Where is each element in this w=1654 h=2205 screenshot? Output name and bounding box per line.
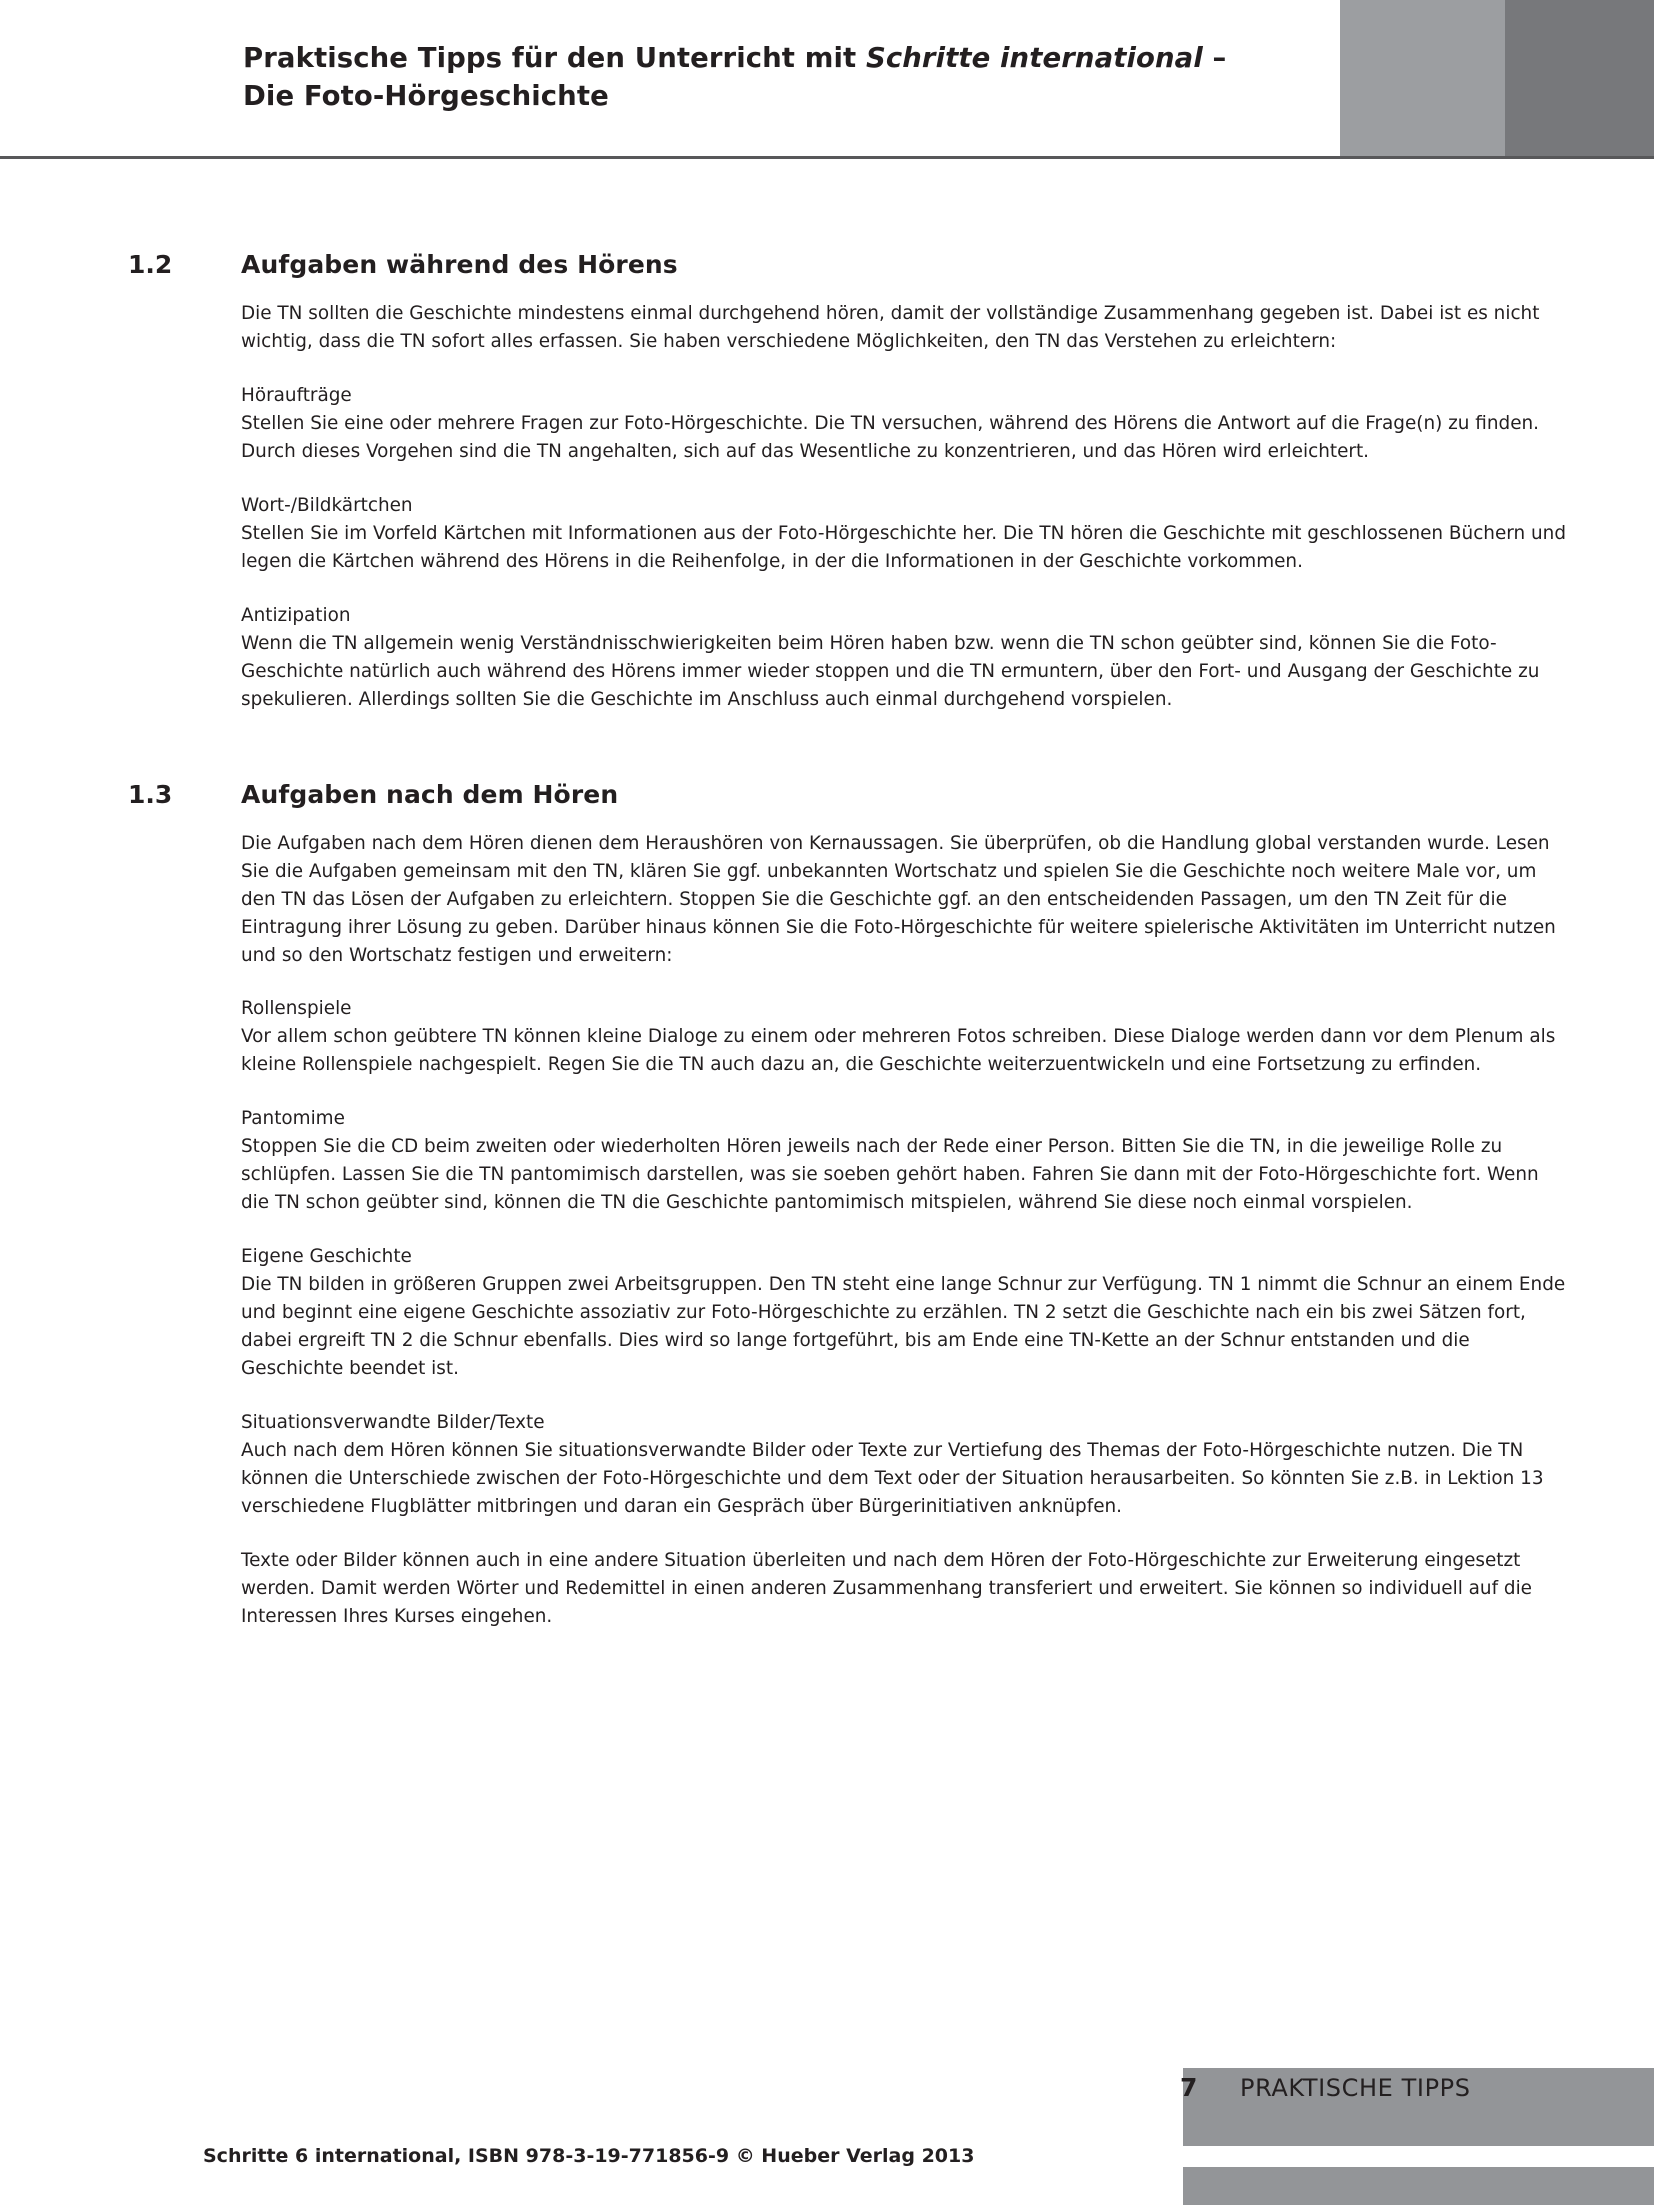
- subsection-eigene-geschichte-text: Die TN bilden in größeren Gruppen zwei Arbeitsgruppen. Den TN steht eine lange Schnur zur Verfügung. TN 1 nimmt die Schnur an einem Ende und beginnt eine eigene Geschichte assoziativ zur Foto-Hörgeschichte zu erzählen. TN 2 setzt die Geschichte nach ein bis zwei Sätzen fort, dabei ergreift TN 2 die Schnur ebenfalls. Dies wird so lange fortgeführt, bis am Ende eine TN-Kette an der Schnur entstanden und die Geschichte beendet ist.: [241, 1274, 1566, 1380]
- page-title-line2: Die Foto-Hörgeschichte: [243, 79, 609, 112]
- section-1-2-number: 1.2: [128, 250, 173, 279]
- subsection-antizipation-text: Wenn die TN allgemein wenig Verständnisschwierigkeiten beim Hören haben bzw. wenn die TN schon geübter sind, können Sie die Foto-Geschichte natürlich auch während des Hörens immer wieder stoppen und die TN ermuntern, über den Fort- und Ausgang der Geschichte zu spekulieren. Allerdings sollten Sie die Geschichte im Anschluss auch einmal durchgehend vorspielen.: [241, 632, 1540, 710]
- subsection-rollenspiele-text: Vor allem schon geübtere TN können kleine Dialoge zu einem oder mehreren Fotos schreiben. Diese Dialoge werden dann vor dem Plenum als kleine Rollenspiele nachgespielt. Regen Sie die TN auch dazu an, die Geschichte weiterzuentwickeln und eine Fortsetzung zu erfinden.: [241, 1026, 1556, 1076]
- subsection-pantomime-text: Stoppen Sie die CD beim zweiten oder wiederholten Hören jeweils nach der Rede einer Person. Bitten Sie die TN, in die jeweilige Rolle zu schlüpfen. Lassen Sie die TN pantomimisch darstellen, was sie soeben gehört haben. Fahren Sie dann mit der Foto-Hörgeschichte fort. Wenn die TN schon geübter sind, können die TN die Geschichte pantomimisch mitspielen, während Sie diese noch einmal vorspielen.: [241, 1136, 1539, 1214]
- subsection-situationsverwandte-bilder-heading: Situationsverwandte Bilder/Texte: [241, 1412, 545, 1434]
- header-decoration-dark: [1505, 0, 1654, 156]
- section-1-2-title: Aufgaben während des Hörens: [241, 250, 678, 279]
- section-spacer: [0, 740, 1654, 780]
- section-1-3: [0, 780, 1654, 1631]
- subsection-hoerauftraege-heading: Höraufträge: [241, 384, 352, 406]
- subsection-wort-bildkaertchen-text: Stellen Sie im Vorfeld Kärtchen mit Informationen aus der Foto-Hörgeschichte her. Die TN hören die Geschichte mit geschlossenen Büchern und legen die Kärtchen während des Hörens in die Reihenfolge, in der die Informationen in der Geschichte vorkommen.: [241, 522, 1567, 572]
- document-body: [0, 250, 1654, 1657]
- section-1-3-heading: [0, 780, 1654, 830]
- footer-bottom-bar: [1183, 2167, 1654, 2205]
- footer-section-label: PRAKTISCHE TIPPS: [1240, 2074, 1471, 2102]
- page-title-series-name: Schritte international: [865, 42, 1203, 74]
- section-1-3-content: [241, 830, 1571, 1631]
- page-title-line1-prefix: Praktische Tipps für den Unterricht mit: [243, 42, 866, 74]
- section-1-3-number: 1.3: [128, 779, 173, 809]
- section-1-3-closing: Texte oder Bilder können auch in eine andere Situation überleiten und nach dem Hören der Foto-Hörgeschichte zur Erweiterung eingesetzt werden. Damit werden Wörter und Redemittel in einen anderen Zusammenhang transferiert und erweitert. Sie können so individuell auf die Interessen Ihres Kurses eingehen.: [241, 1549, 1532, 1627]
- page-number: 7: [1180, 2073, 1198, 2102]
- page-title-dash: –: [1202, 42, 1227, 74]
- subsection-eigene-geschichte-heading: Eigene Geschichte: [241, 1246, 412, 1268]
- section-1-2-heading: [0, 250, 1654, 300]
- footer-source-note: Schritte 6 international, ISBN 978-3-19-771856-9 © Hueber Verlag 2013: [203, 2145, 975, 2167]
- page-title: [243, 40, 1273, 116]
- section-1-2: [0, 250, 1654, 714]
- subsection-rollenspiele-heading: Rollenspiele: [241, 998, 352, 1020]
- header-divider: [0, 156, 1654, 159]
- subsection-situationsverwandte-bilder-text: Auch nach dem Hören können Sie situationsverwandte Bilder oder Texte zur Vertiefung des Themas der Foto-Hörgeschichte nutzen. Die TN können die Unterschiede zwischen der Foto-Hörgeschichte und dem Text oder der Situation herausarbeiten. So könnten Sie z.B. in Lektion 13 verschiedene Flugblätter mitbringen und daran ein Gespräch über Bürgerinitiativen anknüpfen.: [241, 1440, 1544, 1517]
- subsection-hoerauftraege-text: Stellen Sie eine oder mehrere Fragen zur Foto-Hörgeschichte. Die TN versuchen, während des Hörens die Antwort auf die Frage(n) zu finden. Durch dieses Vorgehen sind die TN angehalten, sich auf das Wesentliche zu konzentrieren, und das Hören wird erleichtert.: [241, 412, 1540, 462]
- section-1-2-content: [241, 300, 1571, 714]
- subsection-antizipation-heading: Antizipation: [241, 604, 351, 626]
- subsection-wort-bildkaertchen-heading: Wort-/Bildkärtchen: [241, 494, 413, 516]
- section-1-2-intro: Die TN sollten die Geschichte mindestens einmal durchgehend hören, damit der vollständige Zusammenhang gegeben ist. Dabei ist es nicht wichtig, dass die TN sofort alles erfassen. Sie haben verschiedene Möglichkeiten, den TN das Verstehen zu erleichtern:: [241, 303, 1540, 352]
- section-1-3-intro: Die Aufgaben nach dem Hören dienen dem Heraushören von Kernaussagen. Sie überprüfen, ob die Handlung global verstanden wurde. Lesen Sie die Aufgaben gemeinsam mit den TN, klären Sie ggf. unbekannten Wortschatz und spielen Sie die Geschichte noch weitere Male vor, um den TN das Lösen der Aufgaben zu erleichtern. Stoppen Sie die Geschichte ggf. an den entscheidenden Passagen, um den TN Zeit für die Eintragung ihrer Lösung zu geben. Darüber hinaus können Sie die Foto-Hörgeschichte für weitere spielerische Aktivitäten im Unterricht nutzen und so den Wortschatz festigen und erweitern:: [241, 832, 1556, 966]
- section-1-3-title: Aufgaben nach dem Hören: [241, 779, 619, 809]
- header-decoration-light: [1340, 0, 1505, 156]
- subsection-pantomime-heading: Pantomime: [241, 1108, 345, 1130]
- page-header: [0, 0, 1654, 158]
